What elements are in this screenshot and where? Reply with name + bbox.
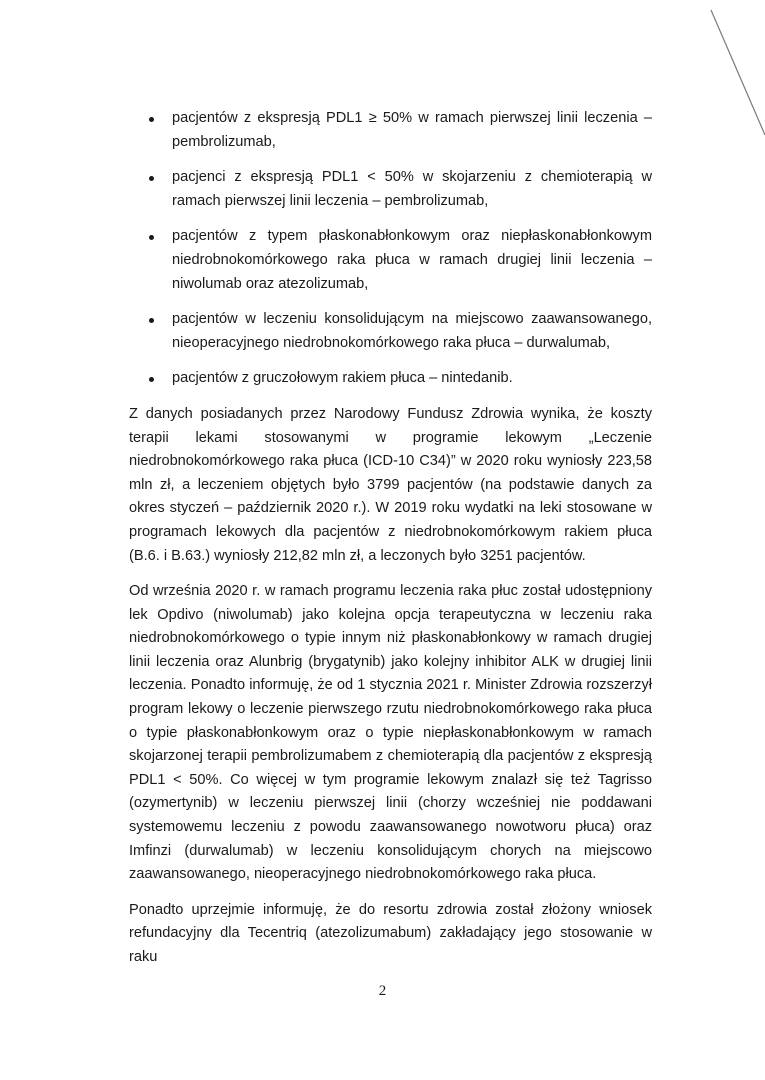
document-body xyxy=(129,107,652,982)
page-number: 2 xyxy=(378,983,387,999)
paragraph-costs: Z danych posiadanych przez Narodowy Fundusz Zdrowia wynika, że koszty terapii lekami stosowanymi w programie lekowym „Leczenie niedrobnokomórkowego raka płuca (ICD-10 C34)” w 2020 roku wyniosły 223,58 mln zł, a leczeniem objętych było 3799 pacjentów (na podstawie danych za okres styczeń – październik 2020 r.). W 2019 roku wydatki na leki stosowane w programach lekowych dla pacjentów z niedrobnokomórkowym rakiem płuca (B.6. i B.63.) wyniosły 212,82 mln zł, a leczonych było 3251 pacjentów. xyxy=(129,405,652,564)
bullet-dot-icon xyxy=(149,235,154,240)
bullet-text: pacjentów w leczeniu konsolidującym na miejscowo zaawansowanego, nieoperacyjnego niedrobnokomórkowego raka płuca – durwalumab, xyxy=(172,311,652,351)
bullet-text: pacjenci z ekspresją PDL1 < 50% w skojarzeniu z chemioterapią w ramach pierwszej linii leczenia – pembrolizumab, xyxy=(172,169,652,209)
bullet-dot-icon xyxy=(149,318,154,323)
bullet-dot-icon xyxy=(149,176,154,181)
bullet-dot-icon xyxy=(149,377,154,382)
bullet-item xyxy=(129,225,652,296)
bullet-item xyxy=(129,367,652,391)
paragraph-refund-application: Ponadto uprzejmie informuję, że do resortu zdrowia został złożony wniosek refundacyjny dla Tecentriq (atezolizumabum) zakładający jego stosowanie w raku xyxy=(129,901,652,965)
bullet-dot-icon xyxy=(149,117,154,122)
scanned-page-corner xyxy=(705,0,765,140)
bullet-text: pacjentów z typem płaskonabłonkowym oraz niepłaskonabłonkowym niedrobnokomórkowego raka płuca w ramach drugiej linii leczenia – niwolumab oraz atezolizumab, xyxy=(172,228,652,292)
bullet-item xyxy=(129,308,652,355)
bullet-list xyxy=(129,107,652,391)
paragraph-program-updates: Od września 2020 r. w ramach programu leczenia raka płuc został udostępniony lek Opdivo (niwolumab) jako kolejna opcja terapeutyczna w leczeniu raka niedrobnokomórkowego o typie innym niż płaskonabłonkowy w ramach drugiej linii leczenia oraz Alunbrig (brygatynib) jako kolejny inhibitor ALK w drugiej linii leczenia. Ponadto informuję, że od 1 stycznia 2021 r. Minister Zdrowia rozszerzył program lekowy o leczenie pierwszego rzutu niedrobnokomórkowego raka płuca o typie płaskonabłonkowym oraz o typie niepłaskonabłonkowym w ramach skojarzonej terapii pembrolizumabem z chemioterapią dla pacjentów z ekspresją PDL1 < 50%. Co więcej w tym programie lekowym znalazł się też Tagrisso (ozymertynib) w leczeniu pierwszej linii (chorzy wcześniej nie poddawani systemowemu leczeniu z powodu zaawansowanego nowotworu płuca) oraz Imfinzi (durwalumab) w leczeniu konsolidującym chorych na miejscowo zaawansowanego, nieoperacyjnego niedrobnokomórkowego raka płuca. xyxy=(129,583,652,883)
bullet-text: pacjentów z ekspresją PDL1 ≥ 50% w ramach pierwszej linii leczenia – pembrolizumab, xyxy=(172,110,652,150)
bullet-item xyxy=(129,166,652,213)
bullet-item xyxy=(129,107,652,154)
bullet-text: pacjentów z gruczołowym rakiem płuca – nintedanib. xyxy=(172,370,513,387)
